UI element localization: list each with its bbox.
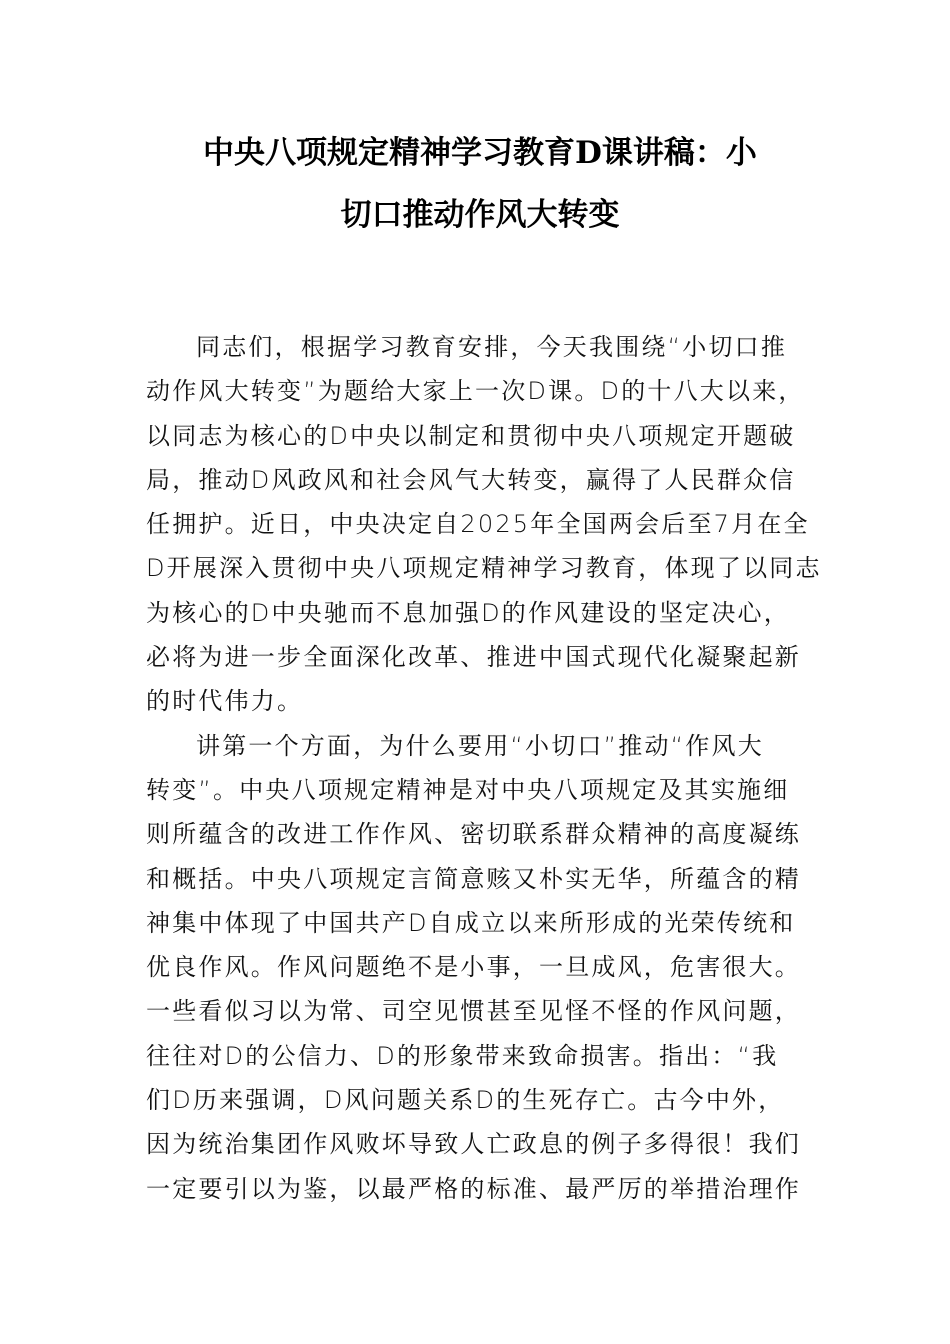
text-line: 为核心的D中央驰而不息加强D的作风建设的坚定决心， (146, 598, 790, 627)
title-line-2: 切口推动作风大转变 (340, 197, 620, 233)
text-line: 神集中体现了中国共产D自成立以来所形成的光荣传统和 (146, 908, 796, 937)
document-title (140, 122, 820, 246)
text-line: 任拥护。近日，中央决定自2025年全国两会后至7月在全 (146, 510, 810, 539)
text-line: 局，推动D风政风和社会风气大转变，赢得了人民群众信 (146, 465, 796, 494)
paragraph-2 (146, 724, 826, 1211)
text-line: 们D历来强调，D风问题关系D的生死存亡。古今中外， (146, 1086, 785, 1115)
text-line: 和概括。中央八项规定言简意赅又朴实无华，所蕴含的精 (146, 864, 801, 893)
text-line: 一定要引以为鉴，以最严格的标准、最严厉的举措治理作 (146, 1174, 801, 1203)
title-line-1: 中央八项规定精神学习教育D课讲稿：小 (203, 135, 757, 171)
text-line: 优良作风。作风问题绝不是小事，一旦成风，危害很大。 (146, 953, 801, 982)
text-line: 往往对D的公信力、D的形象带来致命损害。指出：“我 (146, 1041, 779, 1070)
document-body (146, 325, 826, 1211)
text-line: 讲第一个方面，为什么要用“小切口”推动“作风大 (196, 731, 764, 760)
text-line: 动作风大转变”为题给大家上一次D课。D的十八大以来， (146, 377, 805, 406)
text-line: 的时代伟力。 (146, 687, 304, 716)
text-line: 必将为进一步全面深化改革、推进中国式现代化凝聚起新 (146, 643, 801, 672)
text-line: 一些看似习以为常、司空见惯甚至见怪不怪的作风问题， (146, 997, 801, 1026)
text-line: 以同志为核心的D中央以制定和贯彻中央八项规定开题破 (146, 421, 796, 450)
paragraph-1 (146, 325, 826, 724)
text-line: 因为统治集团作风败坏导致人亡政息的例子多得很！我们 (146, 1130, 801, 1159)
text-line: 则所蕴含的改进工作作风、密切联系群众精神的高度凝练 (146, 820, 801, 849)
text-line: 同志们，根据学习教育安排，今天我围绕“小切口推 (196, 333, 788, 361)
text-line: D开展深入贯彻中央八项规定精神学习教育，体现了以同志 (146, 554, 822, 583)
text-line: 转变”。中央八项规定精神是对中央八项规定及其实施细 (146, 775, 790, 804)
